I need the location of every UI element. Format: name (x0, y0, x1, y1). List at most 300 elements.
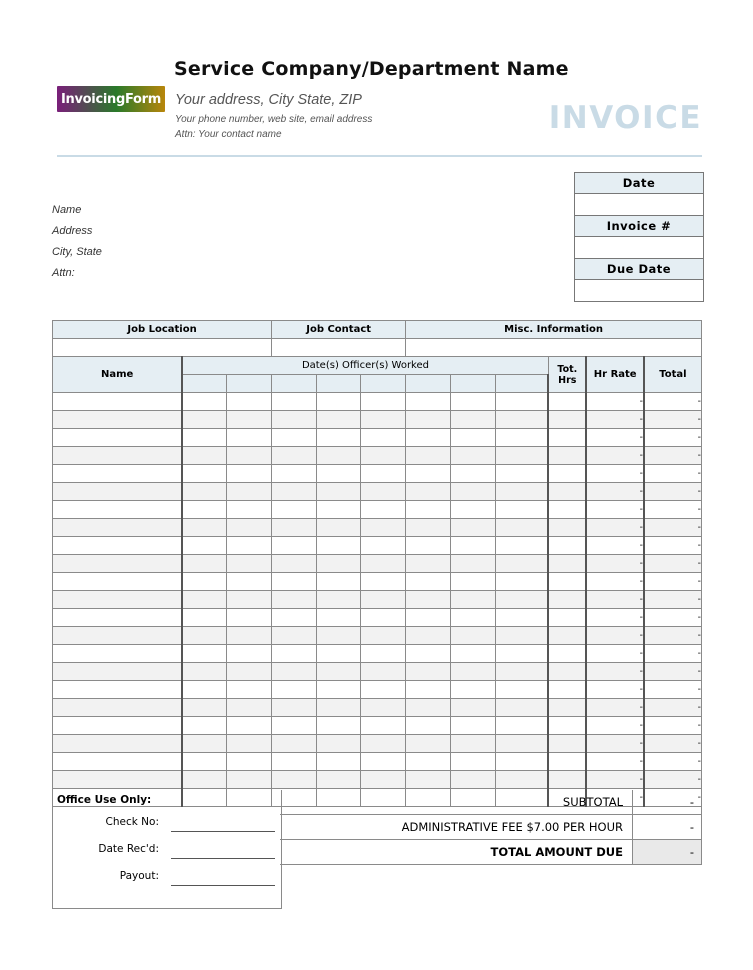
cell-date-worked[interactable] (182, 447, 227, 465)
cell-date-worked[interactable] (272, 735, 317, 753)
cell-date-worked[interactable] (450, 537, 495, 555)
cell-hr-rate[interactable]: - (586, 555, 643, 573)
cell-date-worked[interactable] (272, 663, 317, 681)
table-row[interactable] (53, 537, 702, 555)
cell-date-worked[interactable] (227, 465, 272, 483)
table-row[interactable] (53, 735, 702, 753)
cell-total-hours[interactable] (548, 771, 586, 789)
cell-date-worked[interactable] (495, 537, 548, 555)
cell-date-worked[interactable] (182, 501, 227, 519)
cell-date-worked[interactable] (450, 555, 495, 573)
cell-date-worked[interactable] (316, 393, 361, 411)
cell-date-worked[interactable] (316, 699, 361, 717)
cell-hr-rate[interactable]: - (586, 771, 643, 789)
cell-date-worked[interactable] (406, 717, 451, 735)
cell-hr-rate[interactable]: - (586, 735, 643, 753)
cell-date-worked[interactable] (361, 573, 406, 591)
cell-date-worked[interactable] (182, 555, 227, 573)
cell-date-worked[interactable] (227, 537, 272, 555)
cell-date-worked[interactable] (182, 537, 227, 555)
cell-date-worked[interactable] (450, 627, 495, 645)
cell-date-worked[interactable] (182, 771, 227, 789)
cell-row-total[interactable]: - (644, 627, 702, 645)
cell-date-worked[interactable] (406, 681, 451, 699)
cell-date-worked[interactable] (316, 717, 361, 735)
cell-date-worked[interactable] (406, 573, 451, 591)
cell-total-hours[interactable] (548, 537, 586, 555)
cell-date-worked[interactable] (406, 393, 451, 411)
cell-date-worked[interactable] (361, 483, 406, 501)
table-row[interactable] (53, 627, 702, 645)
cell-date-worked[interactable] (272, 753, 317, 771)
cell-date-worked[interactable] (450, 483, 495, 501)
cell-date-worked[interactable] (406, 501, 451, 519)
cell-date-worked[interactable] (450, 465, 495, 483)
cell-date-worked[interactable] (361, 609, 406, 627)
cell-date-worked[interactable] (406, 699, 451, 717)
cell-date-worked[interactable] (227, 771, 272, 789)
cell-total-hours[interactable] (548, 735, 586, 753)
cell-date-worked[interactable] (316, 429, 361, 447)
cell-date-worked[interactable] (406, 537, 451, 555)
cell-hr-rate[interactable]: - (586, 465, 643, 483)
cell-total-hours[interactable] (548, 393, 586, 411)
cell-name[interactable] (53, 663, 183, 681)
cell-total-hours[interactable] (548, 555, 586, 573)
cell-date-worked[interactable] (361, 663, 406, 681)
cell-date-worked[interactable] (361, 429, 406, 447)
cell-hr-rate[interactable]: - (586, 627, 643, 645)
cell-total-hours[interactable] (548, 681, 586, 699)
cell-date-worked[interactable] (272, 483, 317, 501)
cell-date-worked[interactable] (227, 753, 272, 771)
cell-hr-rate[interactable]: - (586, 537, 643, 555)
cell-date-worked[interactable] (361, 447, 406, 465)
cell-date-worked[interactable] (495, 573, 548, 591)
cell-date-worked[interactable] (495, 591, 548, 609)
table-row[interactable] (53, 663, 702, 681)
cell-date-worked[interactable] (361, 393, 406, 411)
table-row[interactable] (53, 519, 702, 537)
cell-row-total[interactable]: - (644, 735, 702, 753)
date-recd-input[interactable] (171, 858, 275, 859)
table-row[interactable] (53, 771, 702, 789)
cell-date-worked[interactable] (227, 483, 272, 501)
cell-name[interactable] (53, 645, 183, 663)
cell-total-hours[interactable] (548, 447, 586, 465)
cell-date-worked[interactable] (495, 627, 548, 645)
cell-date-worked[interactable] (450, 735, 495, 753)
cell-date-worked[interactable] (316, 735, 361, 753)
cell-date-worked[interactable] (406, 519, 451, 537)
cell-date-worked[interactable] (361, 645, 406, 663)
cell-date-worked[interactable] (450, 501, 495, 519)
cell-date-worked[interactable] (182, 663, 227, 681)
cell-date-worked[interactable] (316, 411, 361, 429)
cell-date-worked[interactable] (227, 573, 272, 591)
cell-date-worked[interactable] (182, 483, 227, 501)
cell-date-worked[interactable] (272, 681, 317, 699)
cell-date-worked[interactable] (227, 411, 272, 429)
cell-date-worked[interactable] (495, 699, 548, 717)
cell-row-total[interactable]: - (644, 771, 702, 789)
cell-total-hours[interactable] (548, 429, 586, 447)
cell-date-worked[interactable] (495, 465, 548, 483)
date-value-field[interactable] (575, 194, 703, 216)
cell-total-hours[interactable] (548, 699, 586, 717)
cell-date-worked[interactable] (182, 717, 227, 735)
cell-date-worked[interactable] (406, 735, 451, 753)
cell-date-worked[interactable] (495, 393, 548, 411)
cell-date-worked[interactable] (361, 717, 406, 735)
cell-name[interactable] (53, 465, 183, 483)
cell-row-total[interactable]: - (644, 573, 702, 591)
cell-total-hours[interactable] (548, 411, 586, 429)
cell-name[interactable] (53, 447, 183, 465)
cell-date-worked[interactable] (495, 645, 548, 663)
table-row[interactable] (53, 447, 702, 465)
cell-date-worked[interactable] (316, 681, 361, 699)
cell-row-total[interactable]: - (644, 717, 702, 735)
job-contact-field[interactable] (272, 339, 406, 357)
cell-date-worked[interactable] (495, 717, 548, 735)
cell-date-worked[interactable] (361, 681, 406, 699)
cell-hr-rate[interactable]: - (586, 483, 643, 501)
cell-date-worked[interactable] (316, 465, 361, 483)
cell-date-worked[interactable] (495, 681, 548, 699)
cell-row-total[interactable]: - (644, 609, 702, 627)
cell-date-worked[interactable] (495, 753, 548, 771)
cell-hr-rate[interactable]: - (586, 519, 643, 537)
cell-name[interactable] (53, 483, 183, 501)
cell-date-worked[interactable] (450, 645, 495, 663)
cell-date-worked[interactable] (316, 537, 361, 555)
cell-date-worked[interactable] (316, 591, 361, 609)
cell-date-worked[interactable] (182, 591, 227, 609)
cell-date-worked[interactable] (406, 591, 451, 609)
cell-date-worked[interactable] (406, 555, 451, 573)
table-row[interactable] (53, 411, 702, 429)
cell-row-total[interactable]: - (644, 429, 702, 447)
cell-row-total[interactable]: - (644, 591, 702, 609)
cell-hr-rate[interactable]: - (586, 573, 643, 591)
cell-date-worked[interactable] (450, 429, 495, 447)
cell-date-worked[interactable] (450, 609, 495, 627)
job-location-field[interactable] (53, 339, 272, 357)
cell-row-total[interactable]: - (644, 681, 702, 699)
cell-date-worked[interactable] (227, 447, 272, 465)
cell-row-total[interactable]: - (644, 753, 702, 771)
cell-date-worked[interactable] (182, 753, 227, 771)
cell-date-worked[interactable] (361, 537, 406, 555)
cell-date-worked[interactable] (495, 735, 548, 753)
table-row[interactable] (53, 591, 702, 609)
cell-date-worked[interactable] (227, 555, 272, 573)
cell-hr-rate[interactable]: - (586, 609, 643, 627)
cell-date-worked[interactable] (361, 519, 406, 537)
cell-hr-rate[interactable]: - (586, 681, 643, 699)
cell-date-worked[interactable] (272, 627, 317, 645)
cell-name[interactable] (53, 771, 183, 789)
table-row[interactable] (53, 645, 702, 663)
cell-date-worked[interactable] (182, 681, 227, 699)
cell-date-worked[interactable] (406, 429, 451, 447)
cell-row-total[interactable]: - (644, 789, 702, 807)
cell-date-worked[interactable] (182, 627, 227, 645)
cell-date-worked[interactable] (406, 411, 451, 429)
cell-name[interactable] (53, 393, 183, 411)
table-row[interactable] (53, 699, 702, 717)
cell-date-worked[interactable] (227, 429, 272, 447)
cell-name[interactable] (53, 411, 183, 429)
table-row[interactable] (53, 753, 702, 771)
cell-total-hours[interactable] (548, 627, 586, 645)
cell-date-worked[interactable] (227, 663, 272, 681)
cell-date-worked[interactable] (227, 645, 272, 663)
cell-hr-rate[interactable]: - (586, 591, 643, 609)
cell-row-total[interactable]: - (644, 501, 702, 519)
cell-date-worked[interactable] (227, 681, 272, 699)
cell-date-worked[interactable] (450, 663, 495, 681)
cell-row-total[interactable]: - (644, 411, 702, 429)
table-row[interactable] (53, 483, 702, 501)
cell-date-worked[interactable] (227, 627, 272, 645)
invoice-number-field[interactable] (575, 237, 703, 259)
cell-date-worked[interactable] (227, 699, 272, 717)
cell-row-total[interactable]: - (644, 699, 702, 717)
cell-date-worked[interactable] (316, 519, 361, 537)
cell-date-worked[interactable] (182, 609, 227, 627)
cell-hr-rate[interactable]: - (586, 717, 643, 735)
cell-date-worked[interactable] (361, 555, 406, 573)
cell-date-worked[interactable] (316, 663, 361, 681)
table-row[interactable] (53, 717, 702, 735)
cell-date-worked[interactable] (272, 537, 317, 555)
cell-date-worked[interactable] (227, 393, 272, 411)
cell-name[interactable] (53, 627, 183, 645)
cell-total-hours[interactable] (548, 591, 586, 609)
cell-date-worked[interactable] (406, 465, 451, 483)
cell-total-hours[interactable] (548, 663, 586, 681)
cell-date-worked[interactable] (272, 609, 317, 627)
cell-total-hours[interactable] (548, 519, 586, 537)
cell-date-worked[interactable] (450, 717, 495, 735)
cell-date-worked[interactable] (450, 681, 495, 699)
cell-total-hours[interactable] (548, 753, 586, 771)
cell-date-worked[interactable] (495, 771, 548, 789)
cell-date-worked[interactable] (272, 465, 317, 483)
cell-total-hours[interactable] (548, 465, 586, 483)
cell-date-worked[interactable] (406, 609, 451, 627)
due-date-field[interactable] (575, 280, 703, 302)
cell-date-worked[interactable] (495, 411, 548, 429)
cell-date-worked[interactable] (450, 771, 495, 789)
cell-name[interactable] (53, 735, 183, 753)
cell-date-worked[interactable] (495, 555, 548, 573)
cell-date-worked[interactable] (316, 627, 361, 645)
cell-date-worked[interactable] (316, 609, 361, 627)
cell-date-worked[interactable] (182, 429, 227, 447)
cell-hr-rate[interactable]: - (586, 645, 643, 663)
cell-row-total[interactable]: - (644, 537, 702, 555)
table-row[interactable] (53, 393, 702, 411)
cell-date-worked[interactable] (450, 519, 495, 537)
cell-hr-rate[interactable]: - (586, 699, 643, 717)
cell-row-total[interactable]: - (644, 555, 702, 573)
cell-date-worked[interactable] (361, 735, 406, 753)
cell-date-worked[interactable] (316, 645, 361, 663)
cell-hr-rate[interactable]: - (586, 663, 643, 681)
cell-date-worked[interactable] (272, 645, 317, 663)
cell-date-worked[interactable] (227, 591, 272, 609)
cell-total-hours[interactable] (548, 609, 586, 627)
cell-total-hours[interactable] (548, 645, 586, 663)
cell-date-worked[interactable] (361, 411, 406, 429)
invoice-title: INVOICE (548, 100, 702, 136)
cell-name[interactable] (53, 429, 183, 447)
check-no-input[interactable] (171, 831, 275, 832)
cell-name[interactable] (53, 753, 183, 771)
cell-row-total[interactable]: - (644, 483, 702, 501)
cell-name[interactable] (53, 591, 183, 609)
cell-date-worked[interactable] (495, 519, 548, 537)
cell-date-worked[interactable] (182, 573, 227, 591)
cell-row-total[interactable]: - (644, 447, 702, 465)
cell-date-worked[interactable] (361, 771, 406, 789)
cell-date-worked[interactable] (495, 609, 548, 627)
cell-name[interactable] (53, 609, 183, 627)
cell-date-worked[interactable] (316, 447, 361, 465)
cell-date-worked[interactable] (182, 411, 227, 429)
cell-date-worked[interactable] (272, 393, 317, 411)
cell-date-worked[interactable] (361, 753, 406, 771)
cell-date-worked[interactable] (316, 555, 361, 573)
table-row[interactable] (53, 555, 702, 573)
cell-name[interactable] (53, 519, 183, 537)
cell-date-worked[interactable] (316, 573, 361, 591)
table-row[interactable] (53, 681, 702, 699)
cell-date-worked[interactable] (272, 501, 317, 519)
cell-name[interactable] (53, 555, 183, 573)
cell-date-worked[interactable] (227, 717, 272, 735)
cell-date-worked[interactable] (182, 465, 227, 483)
cell-date-worked[interactable] (450, 591, 495, 609)
cell-date-worked[interactable] (316, 501, 361, 519)
table-row[interactable] (53, 429, 702, 447)
cell-hr-rate[interactable]: - (586, 753, 643, 771)
table-row[interactable] (53, 609, 702, 627)
cell-date-worked[interactable] (406, 645, 451, 663)
cell-date-worked[interactable] (272, 573, 317, 591)
cell-date-worked[interactable] (361, 699, 406, 717)
cell-total-hours[interactable] (548, 501, 586, 519)
cell-date-worked[interactable] (450, 393, 495, 411)
cell-hr-rate[interactable]: - (586, 501, 643, 519)
cell-date-worked[interactable] (406, 627, 451, 645)
cell-date-worked[interactable] (495, 501, 548, 519)
cell-date-worked[interactable] (316, 771, 361, 789)
cell-date-worked[interactable] (450, 573, 495, 591)
cell-hr-rate[interactable]: - (586, 393, 643, 411)
table-row[interactable] (53, 501, 702, 519)
cell-name[interactable] (53, 681, 183, 699)
cell-date-worked[interactable] (272, 717, 317, 735)
cell-row-total[interactable]: - (644, 465, 702, 483)
cell-date-worked[interactable] (182, 699, 227, 717)
cell-date-worked[interactable] (361, 465, 406, 483)
misc-information-field[interactable] (406, 339, 702, 357)
date-subcolumn-header (227, 375, 272, 393)
cell-date-worked[interactable] (272, 555, 317, 573)
cell-date-worked[interactable] (227, 501, 272, 519)
cell-name[interactable] (53, 573, 183, 591)
cell-date-worked[interactable] (495, 429, 548, 447)
cell-date-worked[interactable] (272, 429, 317, 447)
cell-total-hours[interactable] (548, 717, 586, 735)
cell-date-worked[interactable] (316, 753, 361, 771)
cell-date-worked[interactable] (227, 609, 272, 627)
cell-date-worked[interactable] (406, 447, 451, 465)
cell-name[interactable] (53, 717, 183, 735)
cell-date-worked[interactable] (361, 627, 406, 645)
cell-date-worked[interactable] (450, 753, 495, 771)
cell-hr-rate[interactable]: - (586, 429, 643, 447)
cell-date-worked[interactable] (182, 519, 227, 537)
cell-date-worked[interactable] (495, 663, 548, 681)
cell-date-worked[interactable] (272, 519, 317, 537)
table-row[interactable] (53, 465, 702, 483)
cell-row-total[interactable]: - (644, 393, 702, 411)
cell-date-worked[interactable] (450, 699, 495, 717)
payout-input[interactable] (171, 885, 275, 886)
cell-date-worked[interactable] (316, 483, 361, 501)
cell-date-worked[interactable] (361, 591, 406, 609)
cell-row-total[interactable]: - (644, 645, 702, 663)
cell-date-worked[interactable] (182, 393, 227, 411)
cell-hr-rate[interactable]: - (586, 447, 643, 465)
cell-total-hours[interactable] (548, 483, 586, 501)
cell-total-hours[interactable] (548, 573, 586, 591)
cell-date-worked[interactable] (272, 591, 317, 609)
cell-name[interactable] (53, 501, 183, 519)
cell-date-worked[interactable] (227, 519, 272, 537)
cell-date-worked[interactable] (182, 645, 227, 663)
cell-date-worked[interactable] (182, 735, 227, 753)
cell-hr-rate[interactable]: - (586, 789, 643, 807)
table-row[interactable] (53, 573, 702, 591)
cell-name[interactable] (53, 537, 183, 555)
bill-to-attn: Attn: (52, 267, 75, 279)
cell-date-worked[interactable] (450, 411, 495, 429)
cell-date-worked[interactable] (495, 483, 548, 501)
cell-date-worked[interactable] (406, 771, 451, 789)
cell-date-worked[interactable] (272, 699, 317, 717)
cell-date-worked[interactable] (406, 483, 451, 501)
cell-date-worked[interactable] (272, 411, 317, 429)
cell-date-worked[interactable] (450, 447, 495, 465)
cell-date-worked[interactable] (272, 447, 317, 465)
cell-date-worked[interactable] (361, 501, 406, 519)
cell-name[interactable] (53, 699, 183, 717)
cell-date-worked[interactable] (406, 663, 451, 681)
cell-date-worked[interactable] (227, 735, 272, 753)
cell-date-worked[interactable] (272, 771, 317, 789)
cell-hr-rate[interactable]: - (586, 411, 643, 429)
cell-row-total[interactable]: - (644, 663, 702, 681)
cell-date-worked[interactable] (495, 447, 548, 465)
cell-row-total[interactable]: - (644, 519, 702, 537)
cell-date-worked[interactable] (406, 753, 451, 771)
